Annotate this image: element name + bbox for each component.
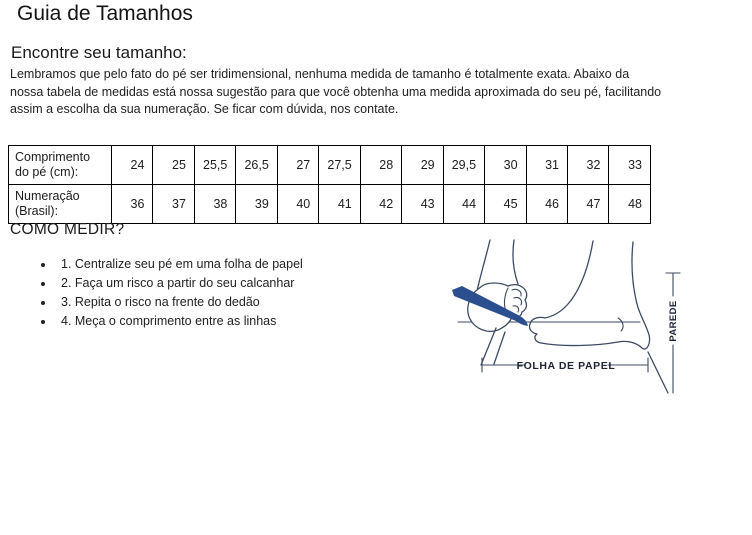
- intro-line: nossa tabela de medidas está nossa sugestão para que você obtenha uma medida aproximada do seu pé, facilitando: [10, 84, 662, 99]
- brazil-size-cell: 37: [153, 185, 194, 224]
- brazil-size-cell: 48: [609, 185, 651, 224]
- brazil-size-cell: 43: [402, 185, 443, 224]
- foot-length-cell: 25,5: [194, 146, 235, 185]
- arm-line-right: [513, 240, 518, 284]
- measuring-foot-figure: [450, 232, 750, 397]
- foot-length-cell: 25: [153, 146, 194, 185]
- row-label-foot-length: Comprimento do pé (cm):: [9, 146, 112, 185]
- paper-edge-line: [494, 332, 505, 364]
- brazil-size-cell: 47: [567, 185, 608, 224]
- table-row-brazil-size: [9, 185, 651, 224]
- row-label-brazil-size: Numeração (Brasil):: [9, 185, 112, 224]
- intro-paragraph: [10, 66, 730, 119]
- foot-length-cell: 29,5: [443, 146, 484, 185]
- how-to-measure-heading: COMO MEDIR?: [10, 221, 125, 238]
- brazil-size-cell: 42: [360, 185, 401, 224]
- brazil-size-cell: 38: [194, 185, 235, 224]
- foot-length-cell: 29: [402, 146, 443, 185]
- brazil-size-cell: 44: [443, 185, 484, 224]
- paper-label: FOLHA DE PAPEL: [516, 360, 616, 372]
- measuring-foot-illustration: [450, 232, 750, 397]
- brazil-size-cell: 39: [236, 185, 277, 224]
- foot-length-cell: 33: [609, 146, 651, 185]
- measure-step: • 1. Centralize seu pé em uma folha de papel: [55, 255, 303, 274]
- wall-label: PAREDE: [668, 300, 679, 342]
- foot-length-cell: 28: [360, 146, 401, 185]
- foot-length-cell: 24: [112, 146, 153, 185]
- brazil-size-cell: 46: [526, 185, 567, 224]
- wall-line: [648, 352, 668, 393]
- brazil-size-cell: 41: [319, 185, 360, 224]
- size-table: [8, 145, 651, 224]
- table-row-foot-length: [9, 146, 651, 185]
- how-to-measure-list: [37, 255, 303, 331]
- measure-step: • 3. Repita o risco na frente do dedão: [55, 293, 303, 312]
- foot-length-cell: 27: [277, 146, 318, 185]
- page-title: Guia de Tamanhos: [17, 2, 193, 25]
- foot-length-cell: 31: [526, 146, 567, 185]
- measure-step: • 2. Faça um risco a partir do seu calcanhar: [55, 274, 303, 293]
- foot-length-cell: 26,5: [236, 146, 277, 185]
- brazil-size-cell: 36: [112, 185, 153, 224]
- foot-length-cell: 30: [485, 146, 526, 185]
- foot-outline: [529, 241, 649, 349]
- intro-line: Lembramos que pelo fato do pé ser tridimensional, nenhuma medida de tamanho é totalmente exata. Abaixo da: [10, 67, 630, 81]
- foot-length-cell: 32: [567, 146, 608, 185]
- foot-length-cell: 27,5: [319, 146, 360, 185]
- paper-edge-line: [481, 328, 496, 365]
- measure-step: • 4. Meça o comprimento entre as linhas: [55, 312, 303, 331]
- intro-heading: Encontre seu tamanho:: [11, 43, 187, 62]
- brazil-size-cell: 40: [277, 185, 318, 224]
- intro-line: assim a escolha da sua numeração. Se ficar com dúvida, nos contate.: [10, 102, 399, 116]
- brazil-size-cell: 45: [485, 185, 526, 224]
